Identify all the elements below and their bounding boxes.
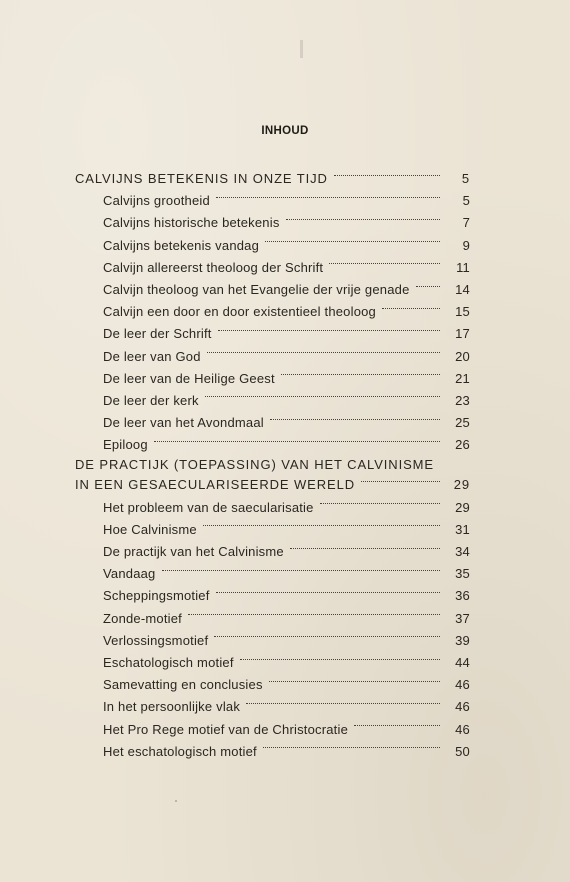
dot-leader xyxy=(416,286,440,287)
toc-entry-title: Verlossingsmotief xyxy=(103,632,209,648)
dot-leader xyxy=(286,219,440,220)
toc-page-number: 46 xyxy=(455,721,470,737)
toc-entry xyxy=(75,630,470,652)
toc-section-title: CALVIJNS BETEKENIS IN ONZE TIJD xyxy=(75,171,328,186)
toc-entry-title: De leer van de Heilige Geest xyxy=(103,370,275,386)
toc-section-title: DE PRACTIJK (TOEPASSING) VAN HET CALVINISME xyxy=(75,457,434,473)
toc-section-1 xyxy=(75,168,470,190)
toc-entry-title: In het persoonlijke vlak xyxy=(103,699,241,715)
toc-entry xyxy=(75,412,470,434)
toc-page-number: 31 xyxy=(455,521,470,537)
toc-entry xyxy=(75,212,470,234)
toc-page-number: 29 xyxy=(455,499,470,515)
toc-entry xyxy=(75,390,470,412)
toc-entry xyxy=(75,190,470,212)
toc-entry xyxy=(75,301,470,323)
paper-speck xyxy=(175,800,177,802)
toc-entry-title: Scheppingsmotief xyxy=(103,588,210,604)
toc-entry xyxy=(75,368,470,390)
toc-page-number: 11 xyxy=(456,259,470,275)
toc-page-number: 39 xyxy=(455,632,470,648)
toc-entry-title: Zonde-motief xyxy=(103,610,182,626)
dot-leader xyxy=(361,481,440,482)
toc-page-number: 46 xyxy=(455,699,470,715)
toc-entry-title: Calvijns grootheid xyxy=(103,193,210,209)
toc-heading: INHOUD xyxy=(261,125,309,137)
toc-entry-title: De leer der Schrift xyxy=(103,326,212,342)
toc-entry xyxy=(75,235,470,257)
toc-entry xyxy=(75,741,470,763)
toc-entry-title: Calvijns historische betekenis xyxy=(103,215,280,231)
toc-entry-title: Het Pro Rege motief van de Christocratie xyxy=(103,721,348,737)
toc-page-number: 25 xyxy=(455,415,470,431)
dot-leader xyxy=(246,703,440,704)
dot-leader xyxy=(216,197,440,198)
toc-page-number: 17 xyxy=(455,326,470,342)
dot-leader xyxy=(382,308,440,309)
toc-page-number: 44 xyxy=(455,654,470,670)
dot-leader xyxy=(270,419,440,420)
toc-entry-title: Het probleem van de saecularisatie xyxy=(103,499,314,515)
toc-page-number: 20 xyxy=(455,348,470,364)
table-of-contents xyxy=(75,168,470,763)
toc-page-number: 37 xyxy=(455,610,470,626)
dot-leader xyxy=(162,570,441,571)
dot-leader xyxy=(154,441,440,442)
toc-page-number: 9 xyxy=(462,237,470,253)
toc-entry-title: De leer der kerk xyxy=(103,392,199,408)
toc-page-number: 26 xyxy=(455,437,470,453)
toc-entry xyxy=(75,323,470,345)
toc-entry-title: Het eschatologisch motief xyxy=(103,743,257,759)
toc-entry xyxy=(75,541,470,563)
dot-leader xyxy=(263,747,440,748)
toc-section-2 xyxy=(75,474,470,496)
toc-entry xyxy=(75,674,470,696)
toc-entry-title: Eschatologisch motief xyxy=(103,654,234,670)
toc-entry xyxy=(75,257,470,279)
toc-entry-title: De leer van het Avondmaal xyxy=(103,415,264,431)
toc-entry-title: Calvijn een door en door existentieel theoloog xyxy=(103,304,376,320)
toc-entry xyxy=(75,585,470,607)
toc-entry xyxy=(75,434,470,456)
toc-entry xyxy=(75,563,470,585)
toc-page-number: 14 xyxy=(455,281,470,297)
paper-mark xyxy=(300,40,303,58)
toc-page-number: 23 xyxy=(455,392,470,408)
dot-leader xyxy=(188,614,440,615)
toc-entry-title: Calvijn allereerst theoloog der Schrift xyxy=(103,259,324,275)
toc-entry xyxy=(75,652,470,674)
dot-leader xyxy=(214,636,440,637)
toc-page-number: 7 xyxy=(462,215,470,231)
toc-page-number: 5 xyxy=(462,193,470,209)
toc-page-number: 34 xyxy=(455,544,470,559)
dot-leader xyxy=(205,396,440,397)
toc-page-number: 35 xyxy=(455,566,470,582)
toc-section-2-line-1 xyxy=(75,456,470,474)
toc-entry xyxy=(75,719,470,741)
dot-leader xyxy=(320,503,440,504)
dot-leader xyxy=(216,592,440,593)
dot-leader xyxy=(290,548,440,549)
toc-entry xyxy=(75,279,470,301)
toc-entry-title: De leer van God xyxy=(103,348,201,364)
dot-leader xyxy=(269,681,440,682)
toc-page-number: 15 xyxy=(455,304,470,320)
toc-page-number: 50 xyxy=(455,743,470,759)
toc-entry-title: Samevatting en conclusies xyxy=(103,677,263,693)
toc-entry xyxy=(75,519,470,541)
dot-leader xyxy=(240,659,440,660)
toc-entry-title: Vandaag xyxy=(103,566,156,582)
dot-leader xyxy=(218,330,440,331)
toc-section-title: IN EEN GESAECULARISEERDE WERELD xyxy=(75,477,356,493)
toc-entry-title: Epiloog xyxy=(103,437,148,453)
toc-page-number: 29 xyxy=(453,477,470,493)
toc-entry xyxy=(75,696,470,718)
toc-entry xyxy=(75,608,470,630)
dot-leader xyxy=(281,374,440,375)
toc-page-number: 46 xyxy=(455,677,470,693)
toc-page-number: 5 xyxy=(461,171,470,186)
dot-leader xyxy=(354,725,440,726)
dot-leader xyxy=(265,241,440,242)
dot-leader xyxy=(207,352,440,353)
toc-entry xyxy=(75,346,470,368)
toc-entry-title: Hoe Calvinisme xyxy=(103,521,197,537)
toc-page-number: 21 xyxy=(455,370,470,386)
dot-leader xyxy=(334,175,440,176)
toc-entry-title: Calvijns betekenis vandag xyxy=(103,237,260,253)
toc-entry-title: Calvijn theoloog van het Evangelie der vrije genade xyxy=(103,281,410,297)
toc-page-number: 36 xyxy=(455,588,470,604)
dot-leader xyxy=(329,263,440,264)
toc-entry xyxy=(75,497,470,519)
dot-leader xyxy=(203,525,440,526)
toc-entry-title: De practijk van het Calvinisme xyxy=(103,544,284,559)
